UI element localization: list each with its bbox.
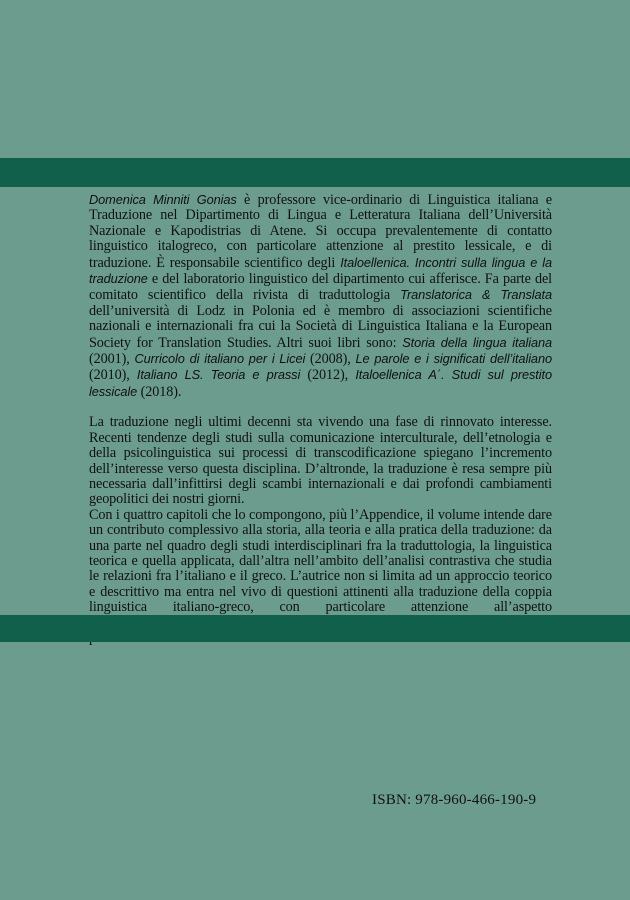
- bottom-band: [0, 615, 630, 642]
- book-title: Italoellenica A΄. Studi sul prestito lessicale: [89, 367, 552, 399]
- book-title: Le parole e i significati dell’italiano: [355, 351, 552, 367]
- series-title: Italoellenica. Incontri sulla lingua e la traduzione: [89, 254, 552, 287]
- book-title: Curricolo di italiano per i Licei: [134, 351, 306, 367]
- author-name: Domenica Minniti Gonias: [89, 192, 237, 207]
- description-paragraph: La traduzione negli ultimi decenni sta vivendo una fase di rinnovato interesse. Recenti tendenze degli studi sulla comunicazione interculturale, dell’etnologia e della psicolinguistica sui processi di transcodificazione spiegano l’incremento dell’interesse verso questa disciplina. D’altronde, la traduzione è resa sempre più necessaria dall’infittirsi degli scambi internazionali e dai profondi cambiamenti geopolitici dei nostri giorni.: [89, 414, 552, 508]
- isbn-label: ISBN: 978-960-466-190-9: [372, 792, 537, 808]
- description-paragraph: Con i quattro capitoli che lo compongono, più l’Appendice, il volume intende dare un contributo complessivo alla storia, alla teoria e alla pratica della traduzione: da una parte nel quadro degli studi interdisciplinari fra la traduttologia, la linguistica teorica e quella applicata, dall’altra nell’ambito dell’analisi contrastiva che studia le relazioni fra l’italiano e il greco. L’autrice non si limita ad un approccio teorico e descrittivo ma entra nel vivo di questioni attinenti alla traduzione della coppia linguistica italiano-greco, con particolare attenzione all’aspetto: [89, 506, 552, 616]
- journal-title: Translatorica & Translata: [400, 287, 552, 303]
- author-bio: Domenica Minniti Gonias è professore vice-ordinario di Linguistica italiana e Traduzione nel Dipartimento di Lingua e Letteratura Italiana dell’Università Nazionale e Kapodistrias di Atene. Si occupa prevalentemente di contatto linguistico italogreco, con particolare attenzione al prestito lessicale, e di traduzione. È responsabile scientifico degli Italoellenica. Incontri sulla lingua e la traduzione e del laboratorio linguistico del dipartimento cui afferisce. Fa parte del comitato scientifico della rivista di traduttologia Translatorica & Translata dell’università di Lodz in Polonia ed è membro di associazioni scientifiche nazionali e internazionali fra cui la Società di Linguistica Italiana e la European Society for Translation Studies. Altri suoi libri sono: Storia della lingua italiana (2001), Curricolo di italiano per i Licei (2008), Le parole e i significati dell’italiano (2010), Italiano LS. Teoria e prassi (2012), Italoellenica A΄. Studi sul prestito lessicale (2018).: [89, 192, 553, 400]
- back-cover-text: [89, 192, 552, 646]
- book-title: Storia della lingua italiana: [402, 334, 553, 350]
- top-band: [0, 158, 630, 187]
- book-title: Italiano LS. Teoria e prassi: [136, 367, 301, 383]
